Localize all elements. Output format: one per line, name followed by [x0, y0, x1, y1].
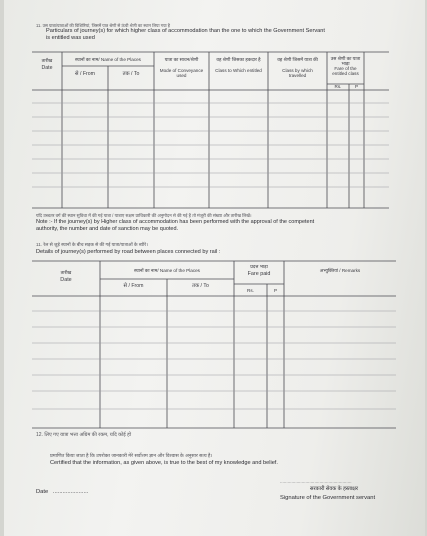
t1-mode-header-hindi: यात्रा का साधन/श्रेणी: [164, 57, 199, 62]
t1-places-header: स्थानों का नाम/ Name of the Places: [75, 57, 141, 62]
t2-places-header: स्थानों का नाम/ Name of the Places: [134, 268, 200, 273]
t1-fare-header: Fare of the entitled class: [332, 66, 359, 77]
t2-to-header: तक / To: [192, 283, 209, 289]
section11b-hindi-heading: 11. रेल से जुड़े स्थानों के बीच सड़क से की गई यात्रा/यात्राओं के ब्यौरे।: [36, 242, 148, 247]
signature-hindi: सरकारी सेवक के हस्ताक्षर: [310, 486, 359, 492]
t2-p-subheader: P: [273, 288, 278, 293]
t1-class-travelled-header-hindi: वह श्रेणी जिसमें यात्रा की: [277, 57, 318, 62]
date-label: [36, 489, 88, 496]
note-hindi: यदि उच्चतर वर्ग की स्थान सुविधा में की गई यात्रा / यात्राए सक्षम प्राधिकारी की अनुमोदन से की गई है तो मंजूरी की संख्या और तारीख लिखें।: [36, 213, 252, 218]
note-english-line1: Note :- If the journey(s) by Higher class of accommodation has been performed with the approval of the competent: [36, 219, 315, 225]
t1-p-subheader: P: [354, 84, 359, 89]
section11-hindi-heading: 11. उस यात्रा/यात्राओं की विशिष्टियां, जिसमें पात्र श्रेणी से ऊंची श्रेणी का स्थान लिया गया है: [36, 23, 170, 28]
t2-fare-header-hindi: प्रदत्त भाड़ा: [250, 264, 268, 269]
t1-from-header: से / From: [75, 71, 95, 77]
signature-english: Signature of the Government servant: [280, 495, 376, 501]
t2-from-header: से / From: [123, 283, 144, 289]
t2-date-header: Date: [60, 277, 72, 283]
t1-class-entitled-header-hindi: वह श्रेणी जिसका हकदार है: [216, 57, 261, 62]
t1-date-header-hindi: तारीख: [41, 58, 53, 63]
t1-to-header: तक / To: [122, 71, 140, 77]
certificate-english: Certified that the information, as given above, is true to the best of my knowledge and belief.: [50, 460, 278, 466]
section11-english-heading-line1: Particulars of journey(s) for which higher class of accommodation than the one to which the Government Servant: [46, 28, 325, 34]
t1-rs-subheader: Rs.: [334, 84, 342, 89]
date-label-text: Date: [36, 489, 49, 495]
t1-class-entitled-header: Class to Which entitled: [215, 68, 262, 73]
t2-remarks-header: अभ्युक्तियां / Remarks: [319, 268, 361, 273]
t2-fare-header: Fare paid: [247, 271, 271, 277]
note-english-line2: authority, the number and date of sanction may be quoted.: [36, 226, 179, 232]
t1-mode-header: Mode of Conveyance used: [159, 68, 204, 79]
date-blank: ......................: [52, 489, 89, 495]
certificate-hindi: प्रमाणित किया जाता है कि उपरोक्त जानकारी मेरे सर्वोत्तम ज्ञान और विश्वास के अनुसार सत्य है।: [50, 454, 213, 459]
section12-hindi: 12. लिए गए यात्रा भत्ता अग्रिम की रकम, यदि कोई हो: [36, 432, 132, 438]
t1-date-header: Date: [41, 65, 53, 71]
section11b-english-heading: Details of journey(s) performed by road between places connected by rail :: [36, 249, 221, 255]
section11-english-heading-line2: is entitled was used: [46, 35, 95, 41]
signature-dots: ........................................................: [280, 479, 352, 484]
t2-date-header-hindi: तारीख: [60, 270, 72, 275]
t1-class-travelled-header: Class by which travelled: [282, 68, 313, 79]
t1-fare-header-hindi: उस श्रेणी का यात्रा भाड़ा: [330, 56, 361, 67]
form-page: [4, 0, 425, 536]
t2-rs-subheader: Rs.: [247, 288, 254, 293]
